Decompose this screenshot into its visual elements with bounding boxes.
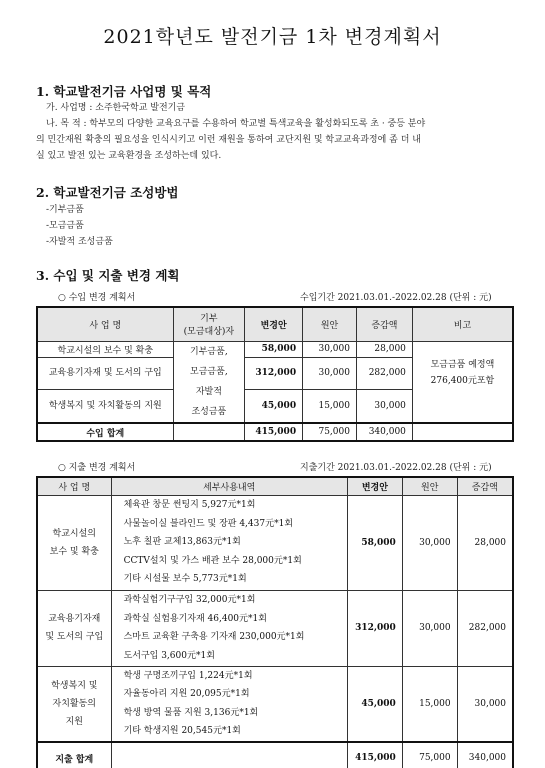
purpose-line-1: 나. 목 적 : 학부모의 다양한 교육요구를 수용하여 학교별 특색교육을 활성화되도록 초 · 중등 분야 (46, 119, 426, 129)
row-name-line: 및 도서의 구입 (45, 632, 104, 642)
detail-item: 노후 칠판 교체13,863元*1회 (123, 537, 241, 548)
note-line: 276,400元포함 (430, 376, 495, 386)
fund-method-item: -기부금품 (46, 205, 84, 215)
note-line: 모금금품 예정액 (430, 360, 495, 370)
row-orig: 15,000 (402, 666, 457, 742)
detail-item: 과학실험기구구입 32,000元*1회 (123, 595, 256, 605)
purpose-line-3: 실 있고 발전 있는 교육환경을 조성하는데 있다. (36, 151, 222, 161)
row-name-line: 지원 (65, 716, 83, 727)
col-header-target-line: 기부 (200, 314, 218, 325)
row-name (37, 666, 111, 742)
table-row (37, 389, 513, 423)
row-orig: 30,000 (303, 357, 357, 389)
row-diff: 282,000 (457, 590, 513, 666)
target-line: 모금금품, (190, 366, 228, 377)
table-row (37, 341, 513, 357)
row-change: 312,000 (347, 590, 402, 666)
document-title: 2021학년도 발전기금 1차 변경계획서 (103, 26, 442, 48)
total-note (412, 423, 513, 441)
row-name-line: 교육용기자재 (48, 614, 101, 624)
section-2-heading: 2. 학교발전기금 조성방법 (36, 185, 179, 200)
row-name: 학생복지 및 자치활동의 지원 (37, 389, 173, 423)
fund-method-item: -자발적 조성금품 (46, 237, 113, 247)
detail-item: 스마트 교육환 구축용 기자재 230,000元*1회 (123, 632, 305, 642)
row-name: 학교시설의 보수 및 확충 (37, 341, 173, 357)
col-header-target (173, 307, 245, 341)
section-1-heading: 1. 학교발전기금 사업명 및 목적 (36, 84, 212, 99)
note-cell (412, 357, 513, 389)
total-change: 415,000 (347, 742, 402, 768)
row-name (37, 590, 111, 666)
purpose-paragraph (36, 116, 514, 164)
row-name (37, 495, 111, 590)
total-empty (111, 742, 347, 768)
col-header-change: 변경안 (347, 477, 402, 495)
detail-item: 학생 방역 물품 지원 3,136元*1회 (123, 707, 259, 718)
table-row (37, 495, 513, 590)
section-3-heading: 3. 수입 및 지출 변경 계획 (36, 268, 180, 283)
row-change: 58,000 (245, 341, 303, 357)
income-total-row (37, 423, 513, 441)
purpose-line-2: 의 민간재원 확충의 필요성을 인식시키고 이런 재원을 통하여 교단지원 및 학교교육과정에 좀 더 내 (36, 135, 421, 145)
fund-method-list (46, 202, 113, 250)
row-name-line: 학교시설의 (52, 528, 97, 539)
col-header-orig: 원안 (303, 307, 357, 341)
target-line: 자발적 (195, 386, 222, 397)
detail-list (111, 590, 347, 666)
row-change: 312,000 (245, 357, 303, 389)
total-empty (173, 423, 245, 441)
row-diff: 282,000 (356, 357, 412, 389)
row-change: 45,000 (245, 389, 303, 423)
row-name-line: 학생복지 및 (51, 680, 98, 691)
detail-list (111, 666, 347, 742)
total-orig: 75,000 (303, 423, 357, 441)
target-line: 기부금품, (190, 346, 228, 357)
expense-period: 지출기간 2021.03.01.-2022.02.28 (단위 : 元) (300, 463, 492, 473)
col-header-change: 변경안 (245, 307, 303, 341)
total-orig: 75,000 (402, 742, 457, 768)
table-row (37, 357, 513, 389)
row-orig: 30,000 (402, 495, 457, 590)
col-header-diff: 증감액 (356, 307, 412, 341)
income-table (36, 306, 514, 442)
detail-item: 도서구입 3,600元*1회 (123, 650, 215, 661)
detail-item: 자율동아리 지원 20,095元*1회 (123, 689, 250, 700)
row-name-line: 자치활동의 (52, 698, 97, 709)
expense-plan-label: ○ 지출 변경 계획서 (58, 463, 136, 473)
row-diff: 30,000 (457, 666, 513, 742)
detail-item: 기타 학생지원 20,545元*1회 (123, 726, 241, 737)
detail-item: 사물놀이실 블라인드 및 장판 4,437元*1회 (123, 518, 294, 529)
expense-table (36, 476, 514, 768)
total-diff: 340,000 (457, 742, 513, 768)
row-diff: 28,000 (457, 495, 513, 590)
detail-item: 과학실 실험용기자재 46,400元*1회 (123, 613, 267, 624)
row-name-line: 보수 및 확충 (49, 546, 99, 557)
total-name: 수입 합계 (37, 423, 173, 441)
detail-item: 체육관 창문 썬팅지 5,927元*1회 (123, 500, 256, 511)
expense-total-row (37, 742, 513, 768)
table-row (37, 666, 513, 742)
row-change: 45,000 (347, 666, 402, 742)
row-orig: 15,000 (303, 389, 357, 423)
target-line: 조성금품 (191, 406, 227, 417)
row-name: 교육용기자재 및 도서의 구입 (37, 357, 173, 389)
row-change: 58,000 (347, 495, 402, 590)
col-header-note: 비고 (412, 307, 513, 341)
total-change: 415,000 (245, 423, 303, 441)
detail-item: 학생 구명조끼구입 1,224元*1회 (123, 670, 253, 681)
note-cell-top (412, 341, 513, 357)
col-header-diff: 증감액 (457, 477, 513, 495)
detail-item: 기타 시설물 보수 5,773元*1회 (123, 574, 247, 585)
income-header-row (37, 307, 513, 341)
fund-method-item: -모금금품 (46, 221, 84, 231)
col-header-name: 사 업 명 (37, 477, 111, 495)
total-name: 지출 합계 (37, 742, 111, 768)
col-header-name: 사 업 명 (37, 307, 173, 341)
total-diff: 340,000 (356, 423, 412, 441)
income-plan-label: ○ 수입 변경 계획서 (58, 293, 136, 303)
col-header-target-line: (모금대상)자 (183, 327, 235, 338)
project-name-line: 가. 사업명 : 소주한국학교 발전기금 (46, 103, 186, 113)
row-diff: 30,000 (356, 389, 412, 423)
income-period: 수입기간 2021.03.01.-2022.02.28 (단위 : 元) (300, 293, 492, 303)
target-cell (173, 341, 245, 423)
col-header-detail: 세부사용내역 (111, 477, 347, 495)
col-header-orig: 원안 (402, 477, 457, 495)
row-diff: 28,000 (356, 341, 412, 357)
row-orig: 30,000 (303, 341, 357, 357)
table-row (37, 590, 513, 666)
row-orig: 30,000 (402, 590, 457, 666)
expense-header-row (37, 477, 513, 495)
detail-item: CCTV설치 및 가스 배관 보수 28,000元*1회 (123, 555, 302, 566)
note-cell-bottom (412, 389, 513, 423)
detail-list (111, 495, 347, 590)
